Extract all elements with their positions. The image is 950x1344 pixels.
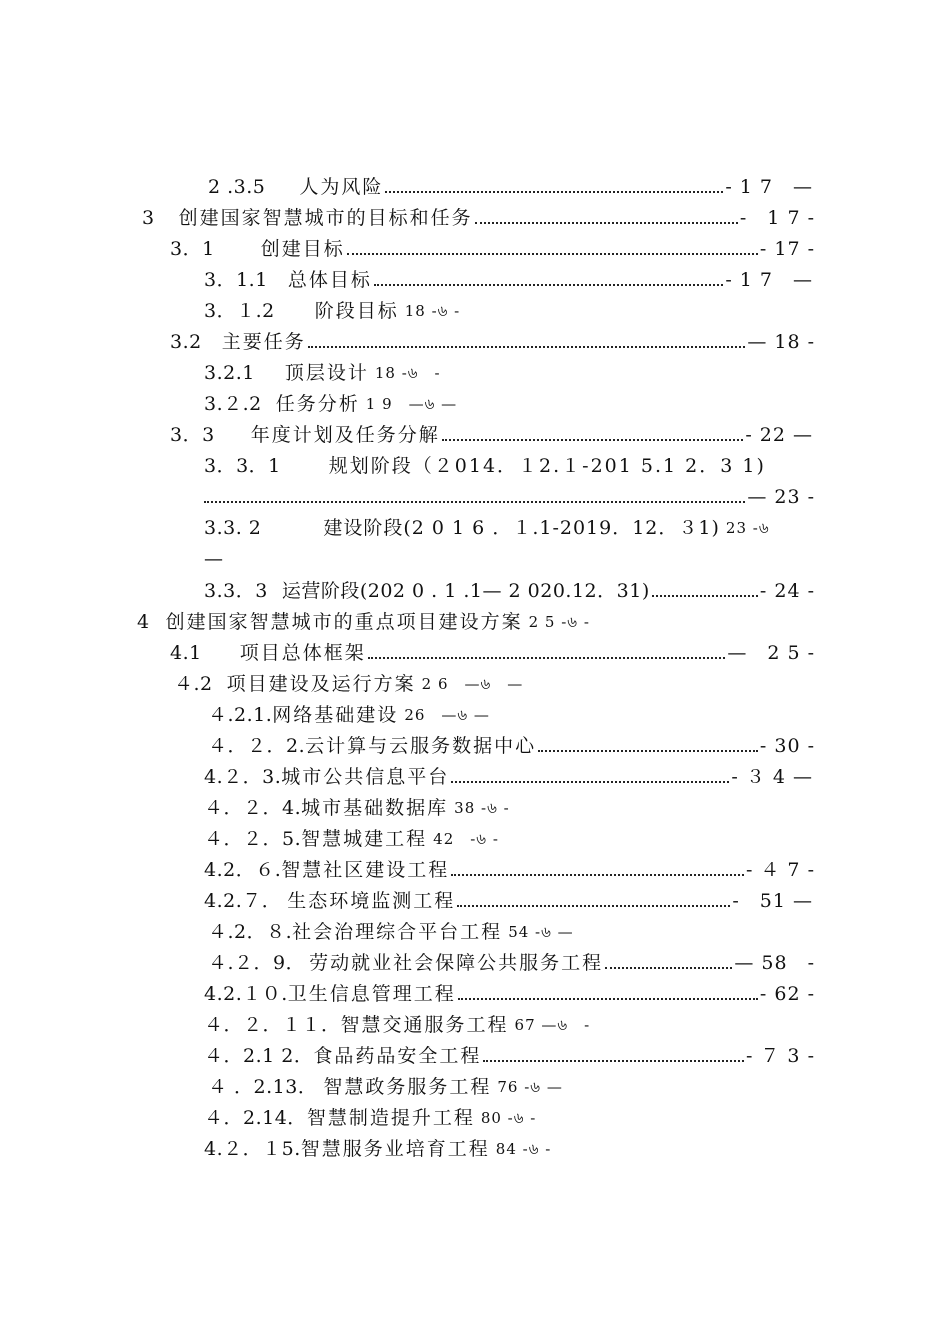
toc-title: 卫生信息管理工程: [287, 983, 456, 1005]
toc-title: 总体目标: [287, 269, 372, 291]
toc-title: 网络基础建设: [272, 704, 399, 726]
toc-entry[interactable]: [204, 760, 813, 790]
toc-entry[interactable]: [204, 822, 604, 852]
toc-page-number: - 22 —: [745, 424, 813, 446]
toc-page-number: - 1 7 —: [725, 269, 813, 291]
toc-page-number: - 30 -: [759, 735, 815, 757]
toc-entry[interactable]: [204, 853, 815, 883]
toc-title: 顶层设计: [284, 362, 369, 384]
toc-title: 规划阶段（２014．１2.１-201 5.1 2．3 1): [328, 455, 766, 477]
toc-entry[interactable]: [208, 1070, 628, 1100]
toc-page-number: 23 -৬: [725, 519, 770, 537]
toc-number: 4.1: [170, 642, 202, 664]
toc-title: 云计算与云服务数据中心: [305, 735, 537, 757]
toc-number: 4: [137, 611, 150, 633]
toc-entry[interactable]: [208, 915, 648, 945]
toc-number: ４．２．5.: [204, 828, 302, 850]
toc-title: 智慧城建工程: [301, 828, 428, 850]
toc-number: ４.２．9．: [208, 952, 306, 974]
toc-number: ４．２．2.: [208, 735, 306, 757]
toc-page-number: - ７ 3 -: [745, 1045, 815, 1067]
toc-page-number: 38 -৬ -: [454, 799, 510, 817]
toc-number: 3．3: [170, 424, 215, 446]
toc-entry[interactable]: [137, 605, 657, 635]
toc-title: 人为风险: [299, 176, 384, 198]
toc-entry[interactable]: [204, 791, 604, 821]
toc-title: 任务分析: [275, 393, 360, 415]
toc-wrap-dash: —: [204, 548, 223, 570]
toc-entry[interactable]: [142, 201, 815, 231]
toc-title: 创建目标: [260, 238, 345, 260]
toc-title: 城市基础数据库: [301, 797, 449, 819]
toc-number: 4.2．６.: [204, 859, 282, 881]
toc-page-number: 18 -৬ -: [374, 364, 441, 382]
toc-title: 运营阶段(202 0 . 1 .1— 2 020.12．31): [281, 580, 650, 602]
toc-title: 主要任务: [221, 331, 306, 353]
toc-number: 3．1: [170, 238, 215, 260]
toc-number: 3.2: [170, 331, 202, 353]
dot-leader: [538, 750, 758, 752]
toc-number: 3.3. 2: [204, 517, 262, 539]
toc-number: 3．１.2: [204, 300, 275, 322]
toc-title: 智慧服务业培育工程: [300, 1138, 490, 1160]
toc-page-number: 1 9 —৬ —: [365, 395, 458, 413]
toc-number: 4.２．3.: [204, 766, 282, 788]
toc-entry[interactable]: [170, 418, 813, 448]
toc-title: 建设阶段(2 0 1 6 ．１.1-2019．12．３1): [323, 517, 720, 539]
toc-number: 3.3．3: [204, 580, 268, 602]
toc-page-number: 80 -৬ -: [480, 1109, 537, 1127]
dot-leader: [204, 501, 745, 503]
dot-leader: [451, 874, 744, 876]
toc-number: ４ ．2.13．: [208, 1076, 318, 1098]
toc-entry[interactable]: [204, 387, 604, 417]
toc-number: 3．1.1: [204, 269, 268, 291]
toc-page-number: - ４ 7 -: [745, 859, 815, 881]
dot-leader: [451, 781, 729, 783]
toc-entry[interactable]: [204, 884, 813, 914]
toc-title: 城市公共信息平台: [281, 766, 450, 788]
dot-leader: [442, 439, 744, 441]
toc-entry-continuation[interactable]: [204, 480, 815, 510]
toc-entry[interactable]: [208, 170, 813, 200]
toc-title: 项目建设及运行方案: [226, 673, 416, 695]
toc-number: ４．２．１１．: [204, 1014, 341, 1036]
toc-page-number: - 1 7 —: [725, 176, 813, 198]
toc-title: 项目总体框架: [239, 642, 366, 664]
toc-number: ４.2: [174, 673, 213, 695]
toc-entry[interactable]: [170, 232, 815, 262]
toc-entry[interactable]: [208, 729, 815, 759]
toc-number: 4.２．１5.: [204, 1138, 301, 1160]
toc-number: 4.2.１０.: [204, 983, 288, 1005]
toc-number: 3.２.2: [204, 393, 262, 415]
dot-leader: [457, 905, 730, 907]
dot-leader: [368, 657, 726, 659]
toc-entry[interactable]: [204, 356, 604, 386]
dot-leader: [652, 595, 758, 597]
toc-title: 年度计划及任务分解: [250, 424, 440, 446]
toc-number: 3: [142, 207, 155, 229]
toc-page-number: 2 6 —৬ —: [421, 675, 524, 693]
toc-entry[interactable]: [204, 263, 813, 293]
dot-leader: [347, 253, 758, 255]
toc-title: 智慧交通服务工程: [340, 1014, 509, 1036]
dot-leader: [308, 346, 746, 348]
toc-entry[interactable]: [204, 1132, 624, 1162]
toc-entry[interactable]: [204, 449, 814, 479]
toc-number: 3.2.1: [204, 362, 255, 384]
toc-title: 智慧政务服务工程: [323, 1076, 492, 1098]
toc-page-number: 26 —৬ —: [404, 706, 490, 724]
toc-page-number: - 17 -: [759, 238, 815, 260]
toc-page-number: — 2 5 -: [727, 642, 815, 664]
toc-title: 创建国家智慧城市的重点项目建设方案: [165, 611, 523, 633]
toc-entry[interactable]: [204, 1101, 624, 1131]
toc-number: ４．２．4.: [204, 797, 302, 819]
toc-page-number: — 18 -: [747, 331, 815, 353]
toc-page-number: 84 -৬ -: [495, 1140, 552, 1158]
toc-page-number: 2 5 -৬ -: [528, 613, 590, 631]
toc-page-number: 76 -৬ —: [497, 1078, 563, 1096]
toc-entry[interactable]: [204, 294, 604, 324]
toc-page-number: - 62 -: [759, 983, 815, 1005]
toc-number: 3．3．1: [204, 455, 281, 477]
dot-leader: [458, 998, 758, 1000]
dot-leader: [605, 967, 732, 969]
toc-page-number: 42 -৬ -: [433, 830, 499, 848]
toc-title: 阶段目标: [314, 300, 399, 322]
toc-number: 4.2.７．: [204, 890, 282, 912]
toc-title: 食品药品安全工程: [313, 1045, 482, 1067]
toc-page-number: — 23 -: [747, 486, 815, 508]
toc-title: 智慧制造提升工程: [306, 1107, 475, 1129]
toc-page-number: 54 -৬ —: [508, 923, 574, 941]
toc-page-number: — 58 -: [734, 952, 815, 974]
toc-title: 创建国家智慧城市的目标和任务: [178, 207, 473, 229]
toc-title: 生态环境监测工程: [287, 890, 456, 912]
toc-title: 智慧社区建设工程: [281, 859, 450, 881]
toc-page-number: - ３ 4 —: [731, 766, 813, 788]
toc-entry[interactable]: [204, 977, 815, 1007]
toc-entry[interactable]: [204, 511, 815, 541]
toc-entry[interactable]: [204, 1039, 815, 1069]
dot-leader: [374, 284, 723, 286]
toc-page-number: 67 —৬ -: [514, 1016, 591, 1034]
toc-page-number: - 1 7 -: [739, 207, 815, 229]
toc-page-number: - 24 -: [759, 580, 815, 602]
dot-leader: [385, 191, 723, 193]
toc-title: 社会治理综合平台工程: [292, 921, 503, 943]
toc-number: 2 .3.5: [208, 176, 266, 198]
toc-number: ４.2．８.: [208, 921, 293, 943]
toc-entry[interactable]: [204, 574, 815, 604]
dot-leader: [483, 1060, 744, 1062]
toc-page-number: - 51 —: [732, 890, 813, 912]
dot-leader: [475, 222, 738, 224]
toc-entry[interactable]: [204, 1008, 644, 1038]
toc-number: ４.2.1.: [208, 704, 273, 726]
toc-entry[interactable]: [174, 667, 614, 697]
toc-entry[interactable]: [170, 325, 815, 355]
toc-number: ４．2.14．: [204, 1107, 307, 1129]
toc-entry[interactable]: [170, 636, 815, 666]
toc-entry[interactable]: [208, 698, 608, 728]
toc-entry[interactable]: [208, 946, 815, 976]
toc-number: ４．2.1 2．: [204, 1045, 314, 1067]
toc-page-number: 18 -৬ -: [404, 302, 461, 320]
toc-title: 劳动就业社会保障公共服务工程: [309, 952, 604, 974]
